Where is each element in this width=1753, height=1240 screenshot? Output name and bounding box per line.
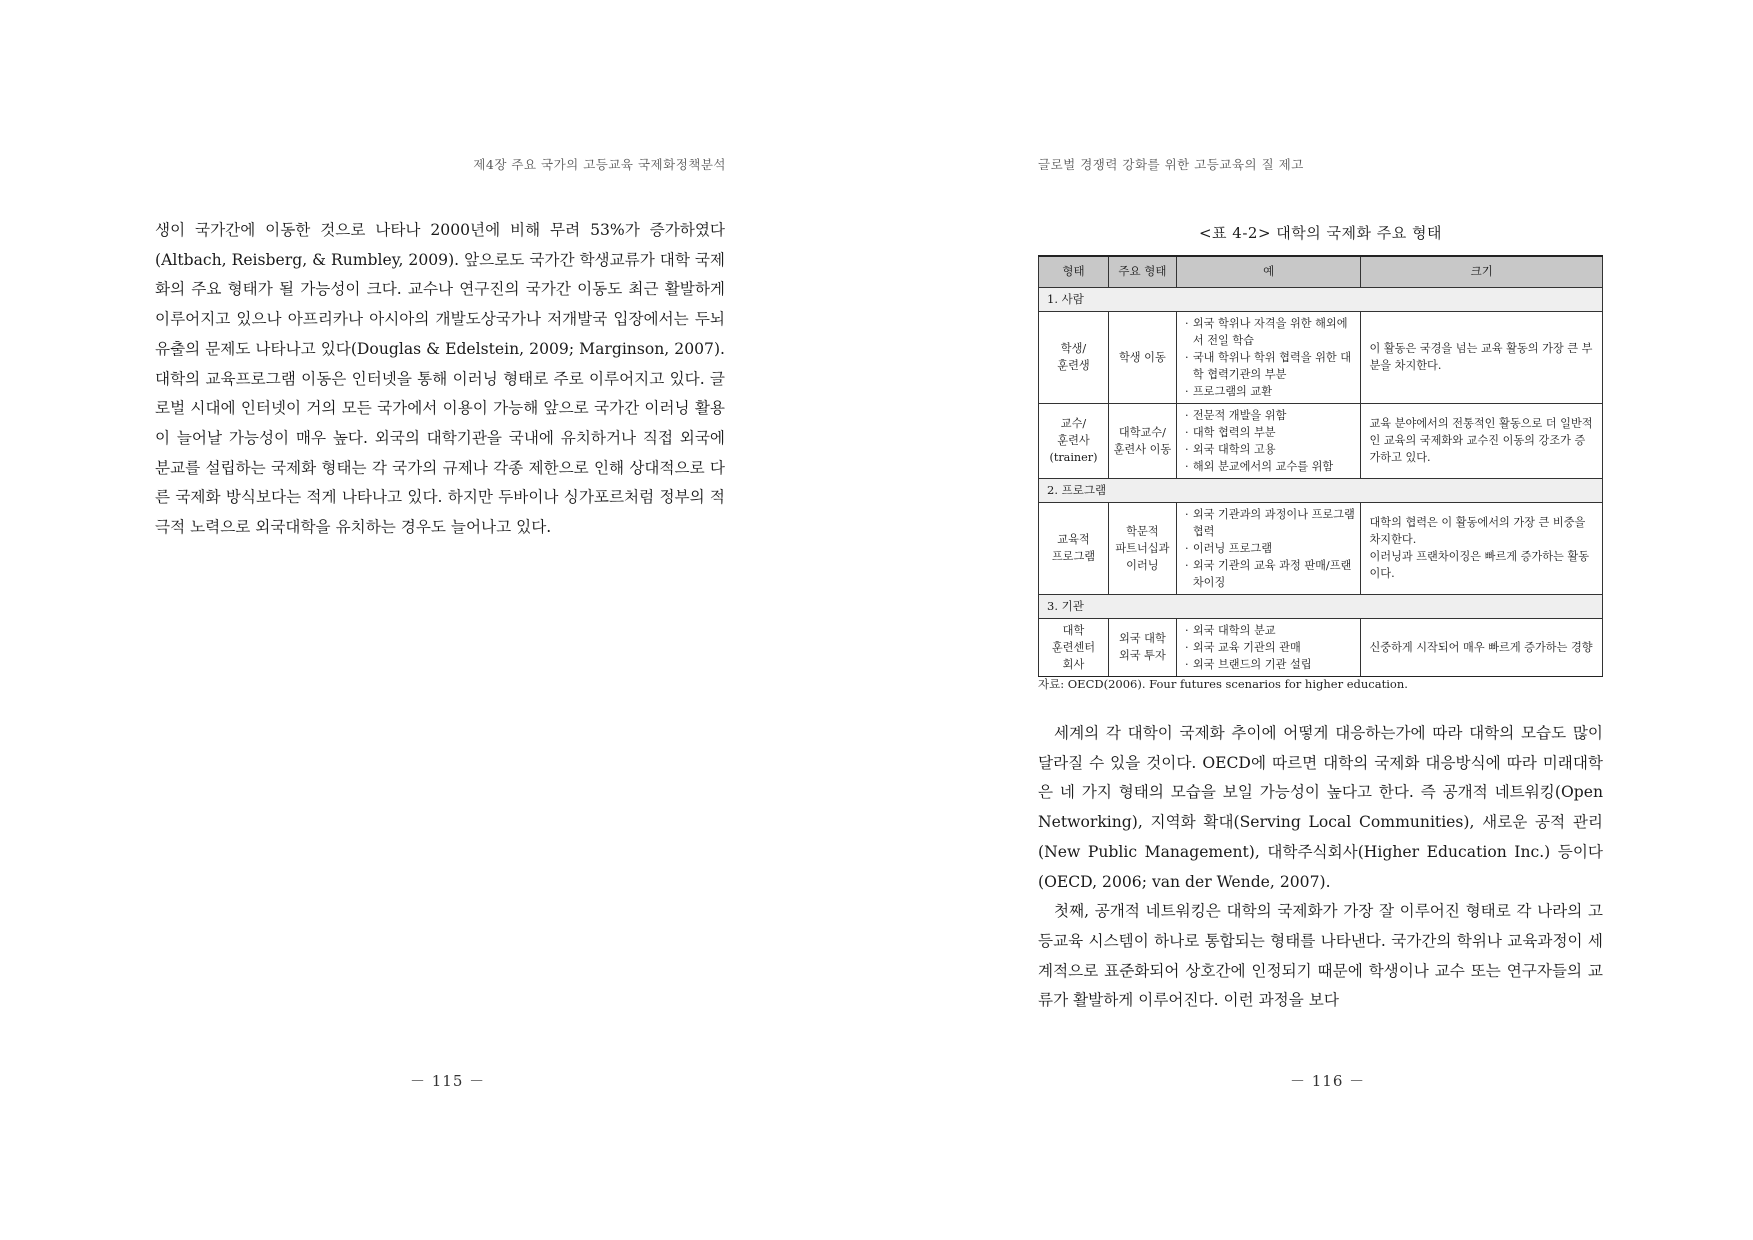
example-item	[1181, 622, 1357, 639]
cell-type: 교육적 프로그램	[1039, 502, 1109, 594]
cell-main-type: 대학교수/ 훈련사 이동	[1108, 403, 1176, 478]
bullet-icon: ·	[1185, 623, 1189, 637]
bullet-icon: ·	[1185, 640, 1189, 654]
cell-examples	[1176, 618, 1361, 676]
table-row	[1039, 311, 1603, 403]
example-item	[1181, 315, 1357, 349]
example-text: 외국 대학의 분교	[1192, 623, 1276, 637]
table-row	[1039, 502, 1603, 594]
table-row	[1039, 618, 1603, 676]
right-paragraph: 첫째, 공개적 네트워킹은 대학의 국제화가 가장 잘 이루어진 형태로 각 나라의 고등교육 시스템이 하나로 통합되는 형태를 나타낸다. 국가간의 학위나 교육과정이 세계적으로 표준화되어 상호간에 인정되기 때문에 학생이나 교수 또는 연구자들의 교류가 활발하게 이루어진다. 이런 과정을 보다	[1038, 902, 1603, 1010]
example-text: 국내 학위나 학위 협력을 위한 대학 협력기관의 부분	[1192, 350, 1352, 381]
cell-main-type: 학생 이동	[1108, 311, 1176, 403]
example-text: 외국 기관과의 과정이나 프로그램 협력	[1192, 507, 1355, 538]
bullet-icon: ·	[1185, 558, 1189, 572]
bullet-icon: ·	[1185, 316, 1189, 330]
header-size: 크기	[1361, 256, 1603, 287]
example-item	[1181, 383, 1357, 400]
example-text: 외국 브랜드의 기관 설립	[1192, 657, 1312, 671]
bullet-icon: ·	[1185, 384, 1189, 398]
example-item	[1181, 458, 1357, 475]
bullet-icon: ·	[1185, 408, 1189, 422]
header-type: 형태	[1039, 256, 1109, 287]
table-section-row	[1039, 594, 1603, 618]
section-label: 3. 기관	[1039, 594, 1603, 618]
cell-size: 신중하게 시작되어 매우 빠르게 증가하는 경향	[1361, 618, 1603, 676]
internationalization-table	[1038, 255, 1603, 677]
table-header-row	[1039, 256, 1603, 287]
table-body	[1039, 287, 1603, 676]
cell-main-type: 학문적 파트너십과 이러닝	[1108, 502, 1176, 594]
cell-examples	[1176, 403, 1361, 478]
example-text: 전문적 개발을 위함	[1192, 408, 1287, 422]
example-item	[1181, 441, 1357, 458]
right-page	[876, 0, 1753, 1240]
cell-type: 대학 훈련센터 회사	[1039, 618, 1109, 676]
example-text: 대학 협력의 부분	[1192, 425, 1276, 439]
page-number-left: － 115 －	[410, 1072, 486, 1090]
example-item	[1181, 506, 1357, 540]
cell-size: 이 활동은 국경을 넘는 교육 활동의 가장 큰 부분을 차지한다.	[1361, 311, 1603, 403]
left-page	[0, 0, 876, 1240]
bullet-icon: ·	[1185, 425, 1189, 439]
bullet-icon: ·	[1185, 657, 1189, 671]
example-text: 외국 학위나 자격을 위한 해외에서 전일 학습	[1192, 316, 1348, 347]
running-header-left: 제4장 주요 국가의 고등교육 국제화정책분석	[473, 157, 726, 172]
example-item	[1181, 424, 1357, 441]
example-item	[1181, 407, 1357, 424]
example-item	[1181, 349, 1357, 383]
bullet-icon: ·	[1185, 442, 1189, 456]
table-section-row	[1039, 478, 1603, 502]
right-body-text	[1038, 719, 1603, 1016]
example-text: 외국 교육 기관의 관매	[1192, 640, 1301, 654]
example-text: 이러닝 프로그램	[1192, 541, 1273, 555]
cell-type: 교수/ 훈련사(trainer)	[1039, 403, 1109, 478]
example-item	[1181, 639, 1357, 656]
example-item	[1181, 557, 1357, 591]
section-label: 1. 사람	[1039, 287, 1603, 311]
cell-type: 학생/ 훈련생	[1039, 311, 1109, 403]
table-source: 자료: OECD(2006). Four futures scenarios for higher education.	[1038, 677, 1408, 691]
left-paragraph: 생이 국가간에 이동한 것으로 나타나 2000년에 비해 무려 53%가 증가하였다(Altbach, Reisberg, & Rumbley, 2009). 앞으로도 국가간 학생교류가 대학 국제화의 주요 형태가 될 가능성이 크다. 교수나 연구진의 국가간 이동도 최근 활발하게 이루어지고 있으나 아프리카나 아시아의 개발도상국가나 저개발국 입장에서는 두뇌유출의 문제도 나타나고 있다(Douglas & Edelstein, 2009; Marginson, 2007). 대학의 교육프로그램 이동은 인터넷을 통해 이러닝 형태로 주로 이루어지고 있다. 글로벌 시대에 인터넷이 거의 모든 국가에서 이용이 가능해 앞으로 국가간 이러닝 활용이 늘어날 가능성이 매우 높다. 외국의 대학기관을 국내에 유치하거나 직접 외국에 분교를 설립하는 국제화 형태는 각 국가의 규제나 각종 제한으로 인해 상대적으로 다른 국제화 방식보다는 적게 나타나고 있다. 하지만 두바이나 싱가포르처럼 정부의 적극적 노력으로 외국대학을 유치하는 경우도 늘어나고 있다.	[155, 221, 725, 537]
header-example: 예	[1176, 256, 1361, 287]
example-item	[1181, 540, 1357, 557]
example-text: 외국 기관의 교육 과정 판매/프랜차이징	[1192, 558, 1352, 589]
table-title: <표 4-2> 대학의 국제화 주요 형태	[1198, 224, 1443, 242]
cell-examples	[1176, 502, 1361, 594]
bullet-icon: ·	[1185, 459, 1189, 473]
bullet-icon: ·	[1185, 350, 1189, 364]
running-header-right: 글로벌 경쟁력 강화를 위한 고등교육의 질 제고	[1038, 157, 1304, 172]
example-text: 외국 대학의 고용	[1192, 442, 1276, 456]
bullet-icon: ·	[1185, 541, 1189, 555]
cell-size: 대학의 협력은 이 활동에서의 가장 큰 비중을 차지한다. 이러닝과 프랜차이징은 빠르게 증가하는 활동이다.	[1361, 502, 1603, 594]
example-item	[1181, 656, 1357, 673]
page-number-right: － 116 －	[1290, 1072, 1366, 1090]
left-body-text	[155, 216, 725, 543]
table-row	[1039, 403, 1603, 478]
header-main-type: 주요 형태	[1108, 256, 1176, 287]
example-text: 해외 분교에서의 교수를 위함	[1192, 459, 1334, 473]
cell-examples	[1176, 311, 1361, 403]
section-label: 2. 프로그램	[1039, 478, 1603, 502]
cell-main-type: 외국 대학 외국 투자	[1108, 618, 1176, 676]
cell-size: 교육 분야에서의 전통적인 활동으로 더 일반적인 교육의 국제화와 교수진 이동의 강조가 증가하고 있다.	[1361, 403, 1603, 478]
example-text: 프로그램의 교환	[1192, 384, 1273, 398]
bullet-icon: ·	[1185, 507, 1189, 521]
right-paragraph: 세계의 각 대학이 국제화 추이에 어떻게 대응하는가에 따라 대학의 모습도 많이 달라질 수 있을 것이다. OECD에 따르면 대학의 국제화 대응방식에 따라 미래대학은 네 가지 형태의 모습을 보일 가능성이 높다고 한다. 즉 공개적 네트워킹(Open Networking), 지역화 확대(Serving Local Communities), 새로운 공적 관리(New Public Management), 대학주식회사(Higher Education Inc.) 등이다(OECD, 2006; van der Wende, 2007).	[1038, 724, 1603, 891]
table-section-row	[1039, 287, 1603, 311]
